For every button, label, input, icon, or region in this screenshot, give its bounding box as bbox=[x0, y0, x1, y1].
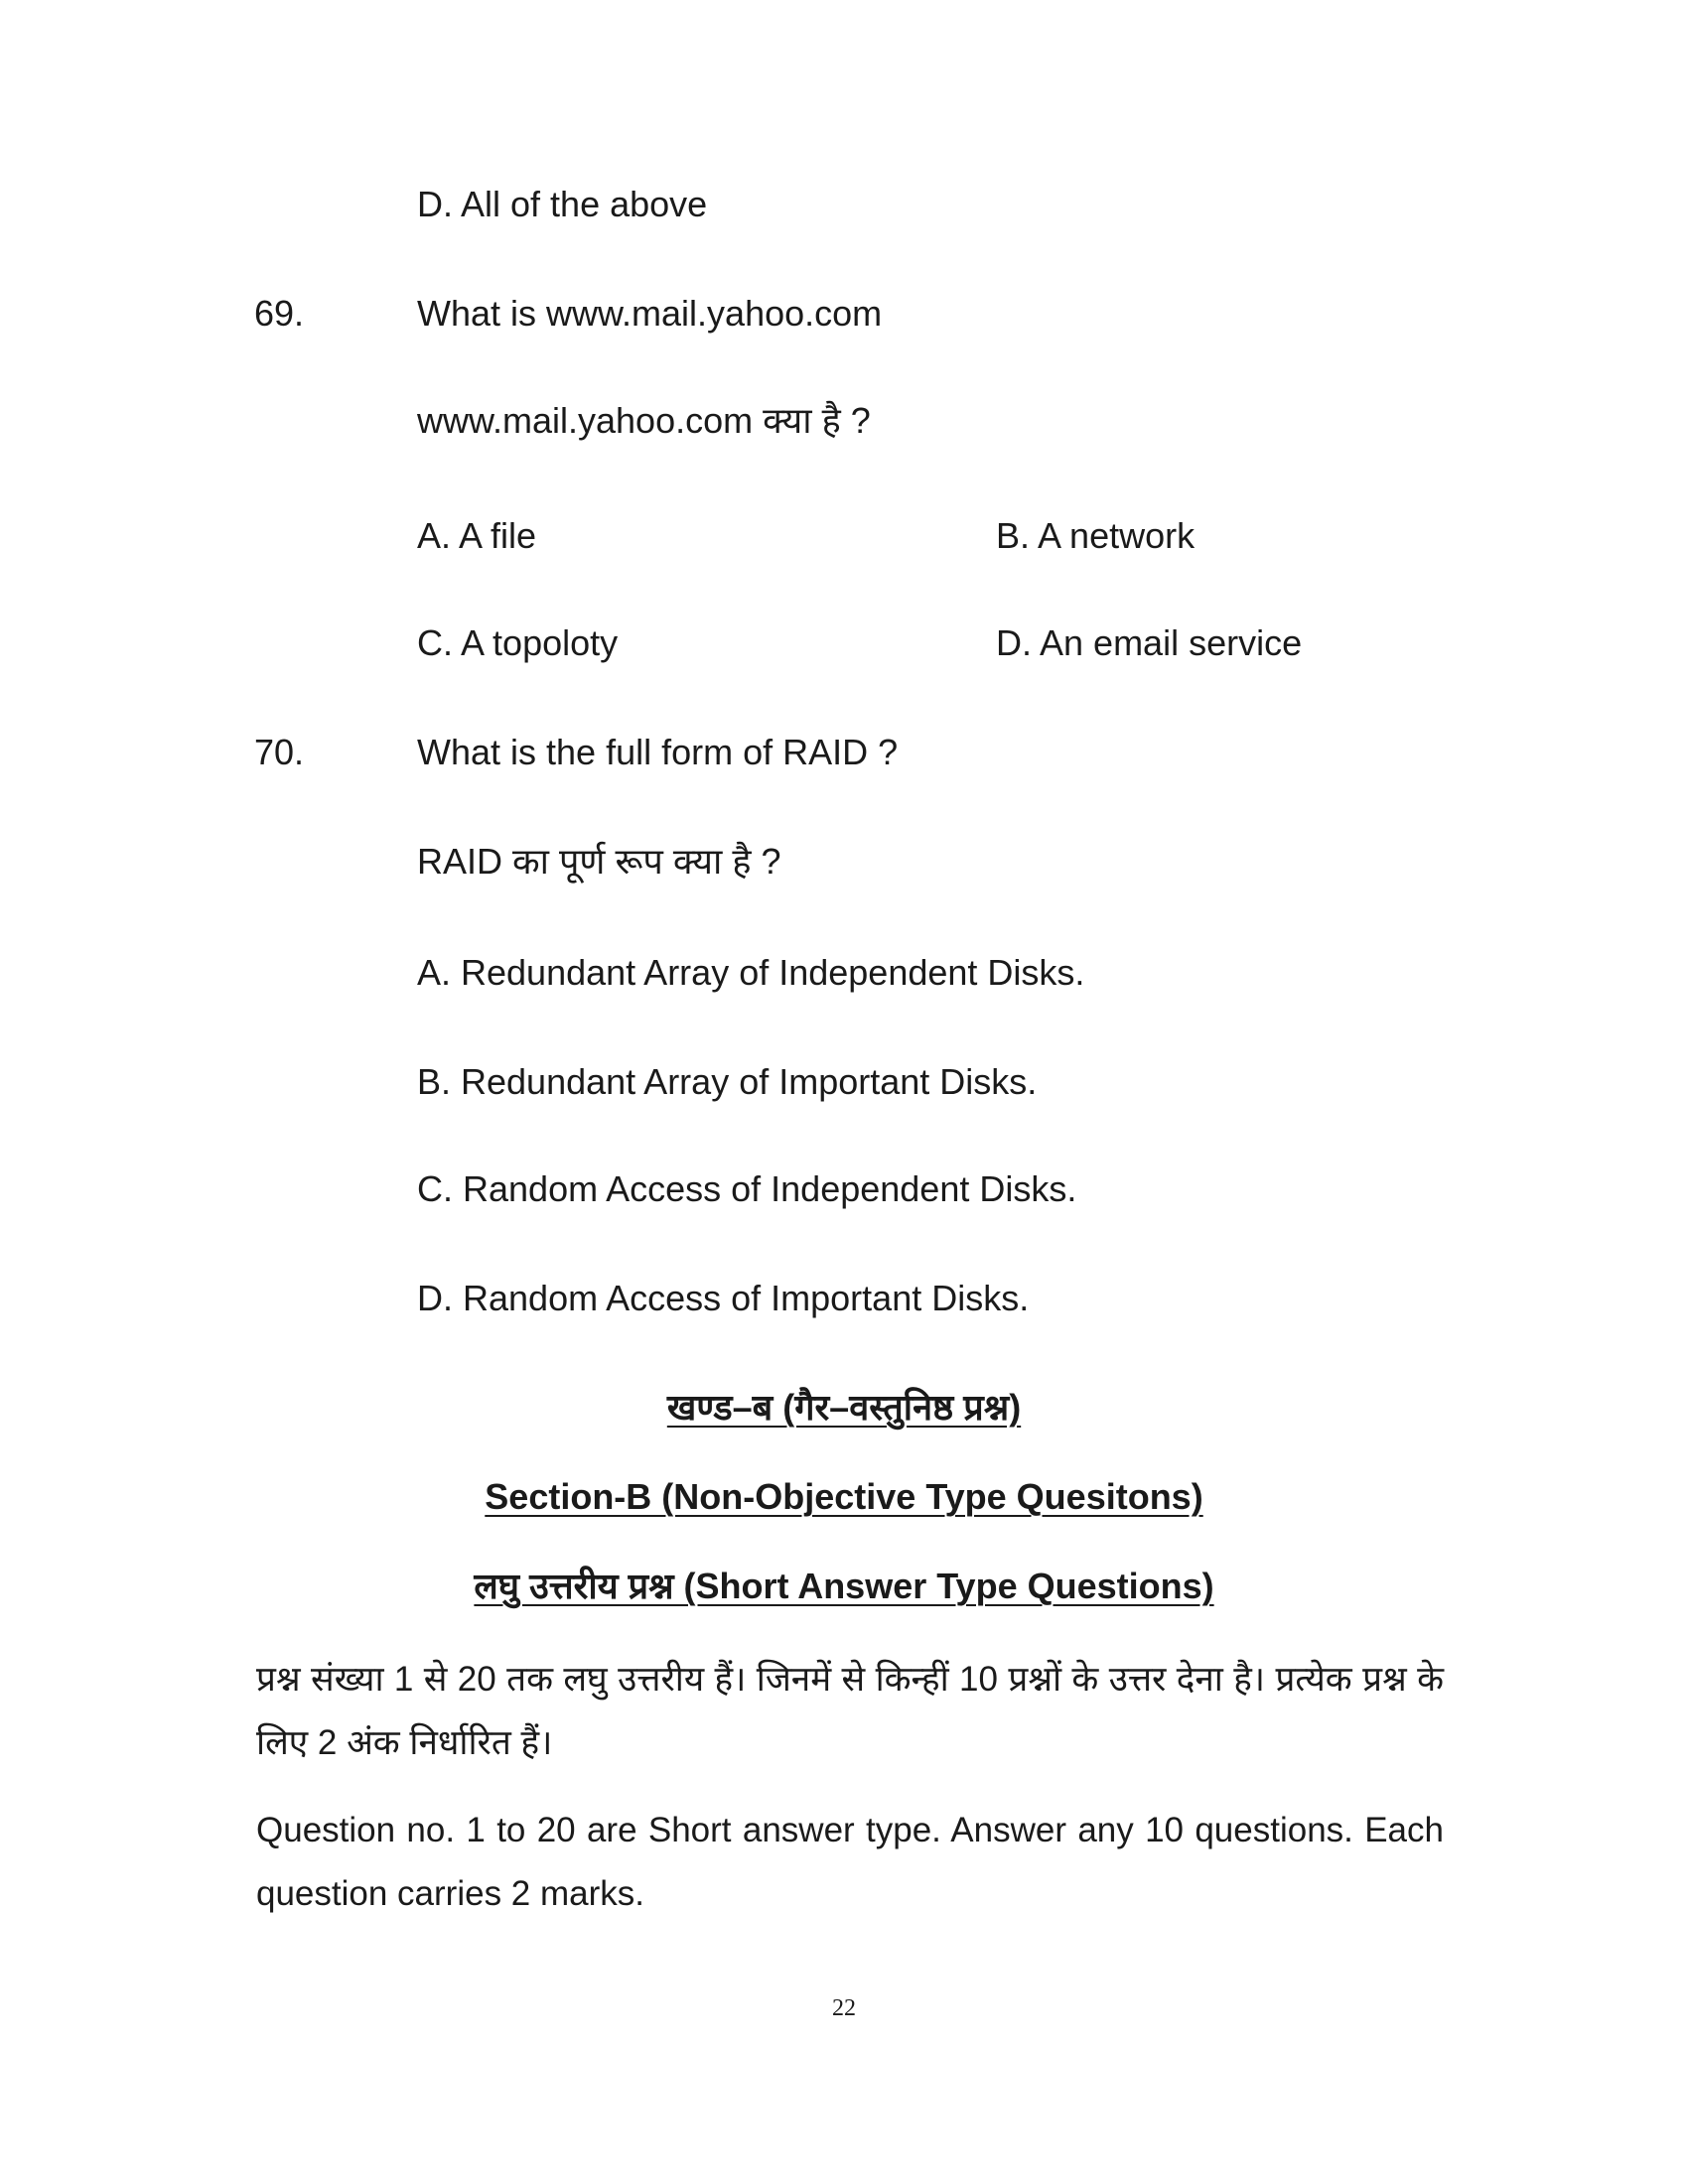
section-b-heading-english bbox=[0, 1475, 1688, 1519]
q70-option-a: A. Redundant Array of Independent Disks. bbox=[417, 952, 1085, 993]
section-b-heading-hindi bbox=[0, 1386, 1688, 1430]
q69-option-d: D. An email service bbox=[996, 622, 1303, 663]
section-b-heading-hindi-text: खण्ड–ब (गैर–वस्तुनिष्ठ प्रश्न) bbox=[666, 1387, 1022, 1428]
q69-option-b: B. A network bbox=[996, 515, 1196, 556]
q68-option-d: D. All of the above bbox=[417, 184, 708, 224]
q69-question-en: What is www.mail.yahoo.com bbox=[417, 293, 883, 334]
q70-question-en: What is the full form of RAID ? bbox=[417, 732, 899, 772]
instruction-hindi: प्रश्न संख्या 1 से 20 तक लघु उत्तरीय हैं। जिनमें से किन्हीं 10 प्रश्नों के उत्तर देना है। प्रत्येक प्रश्न के लिए 2 अंक निर्धारित हैं। bbox=[256, 1660, 1444, 1762]
section-b-heading-english-text: Section-B (Non-Objective Type Quesitons) bbox=[485, 1476, 1203, 1517]
q70-option-b: B. Redundant Array of Important Disks. bbox=[417, 1061, 1038, 1102]
q69-question-hi: www.mail.yahoo.com क्या है ? bbox=[417, 400, 871, 441]
q69-option-c: C. A topoloty bbox=[417, 622, 619, 663]
q70-number: 70. bbox=[254, 732, 305, 772]
q69-option-a: A. A file bbox=[417, 515, 537, 556]
q70-option-d: D. Random Access of Important Disks. bbox=[417, 1278, 1030, 1318]
instruction-english: Question no. 1 to 20 are Short answer type. Answer any 10 questions. Each question carries 2 marks. bbox=[256, 1811, 1444, 1913]
short-answer-subheading bbox=[0, 1565, 1688, 1608]
q70-option-c: C. Random Access of Independent Disks. bbox=[417, 1168, 1077, 1209]
page-number: 22 bbox=[832, 1995, 856, 2021]
short-answer-subheading-text: लघु उत्तरीय प्रश्न (Short Answer Type Questions) bbox=[474, 1566, 1214, 1606]
q69-number: 69. bbox=[254, 293, 305, 334]
q70-question-hi: RAID का पूर्ण रूप क्या है ? bbox=[417, 841, 781, 882]
